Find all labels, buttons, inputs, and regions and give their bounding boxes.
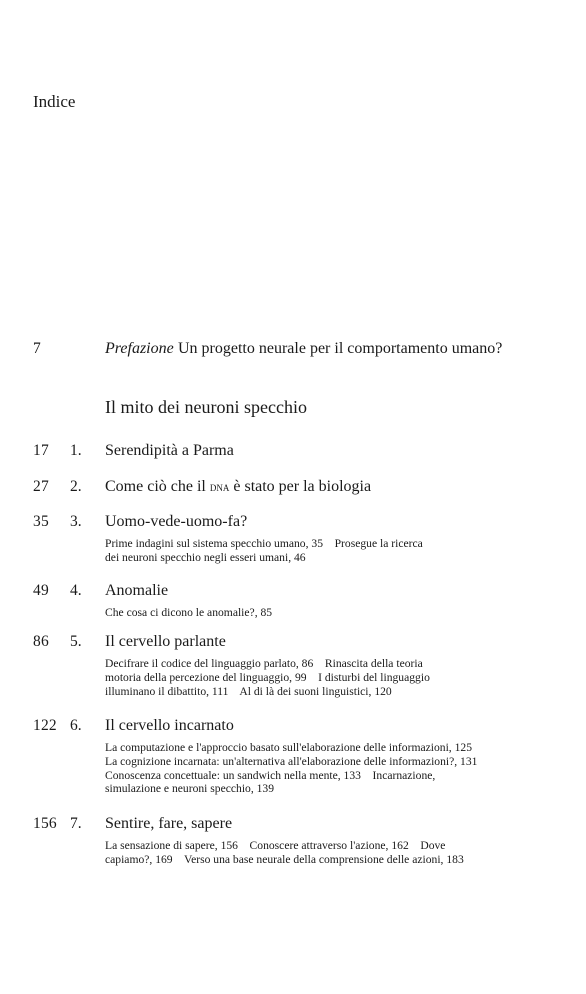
chapter-number: 1. — [70, 442, 82, 459]
chapter-title: Sentire, fare, sapere — [105, 815, 233, 832]
chapter-number: 5. — [70, 633, 82, 650]
page-number: 86 — [33, 633, 49, 650]
page-number: 49 — [33, 582, 49, 599]
page-number: 35 — [33, 513, 49, 530]
chapter-title: Uomo-vede-uomo-fa? — [105, 513, 248, 530]
chapter-subsections: Prime indagini sul sistema specchio umano, 35 Prosegue la ricerca dei neuroni specchio negli esseri umani, 46 — [105, 537, 423, 564]
page-number: 7 — [33, 340, 41, 357]
chapter-title: Il cervello parlante — [105, 633, 226, 650]
chapter-title: Anomalie — [105, 582, 169, 599]
chapter-subsections: Che cosa ci dicono le anomalie?, 85 — [105, 606, 273, 619]
section-title: Il mito dei neuroni specchio — [105, 397, 307, 417]
chapter-title: Serendipità a Parma — [105, 442, 234, 459]
chapter-title: Il cervello incarnato — [105, 717, 234, 734]
chapter-subsections: La sensazione di sapere, 156 Conoscere attraverso l'azione, 162 Dove capiamo?, 169 Verso una base neurale della comprensione delle azioni, 183 — [105, 839, 464, 866]
chapter-number: 6. — [70, 717, 82, 734]
preface-title: Un progetto neurale per il comportamento umano? — [178, 340, 503, 357]
page-heading: Indice — [33, 92, 76, 111]
chapter-subsections: Decifrare il codice del linguaggio parlato, 86 Rinascita della teoria motoria della percezione del linguaggio, 99 I disturbi del linguaggio illuminano il dibattito, 111 Al di là dei suoni linguistici, 120 — [105, 657, 430, 698]
chapter-title: Come ciò che il dna è stato per la biologia — [105, 478, 372, 495]
preface-label: Prefazione — [105, 340, 174, 357]
chapter-number: 3. — [70, 513, 82, 530]
page-number: 156 — [33, 815, 57, 832]
chapter-number: 2. — [70, 478, 82, 495]
page-number: 17 — [33, 442, 49, 459]
chapter-number: 4. — [70, 582, 82, 599]
chapter-subsections: La computazione e l'approccio basato sull'elaborazione delle informazioni, 125 La cognizione incarnata: un'alternativa all'elaborazione delle informazioni?, 131 Conoscenza concettuale: un sandwich nella mente, 133 Incarnazione, simulazione e neuroni specchio, 139 — [105, 741, 478, 796]
page-number: 122 — [33, 717, 57, 734]
page-number: 27 — [33, 478, 49, 495]
chapter-number: 7. — [70, 815, 82, 832]
